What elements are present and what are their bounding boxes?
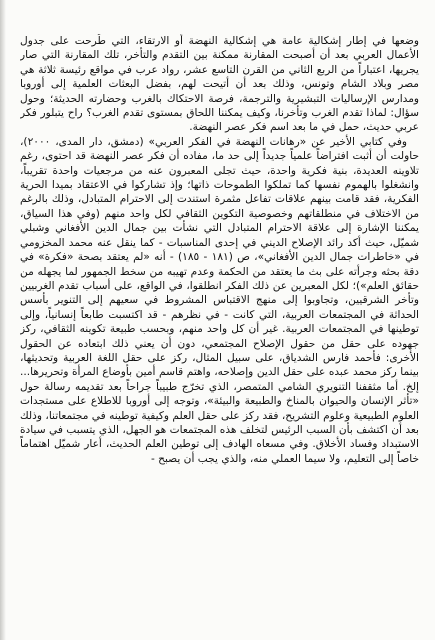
paragraph-renaissance-book: وفي كتابي الأخير عن «رهانات النهضة في الفكر العربي» (دمشق، دار المدى، ٢٠٠٠)، حاولت أن أثبت افتراضاً علمياً جديداً إلى حد ما، مفاده أن فكر عصر النهضة قد احتوى، رغم تلاوينه العديدة، بنية فكرية واحدة، حيث تجلى المعبرون عنه من مرجعيات واحدة تقريباً، وانشغلوا بالهموم نفسها كما تملكوا الطموحات ذاتها؛ وإذ تشاركوا في الاعتقاد بميدا الحرية الفكرية، فقد قامت بينهم علاقات تفاعل مثمرة استندت إلى الاحترام المتبادل، وذلك بالرغم من الاختلاف في منطلقاتهم وخصوصية التكوين الثقافي لكل واحد منهم (وفي هذا السياق، يمكننا الإشارة إلى علاقة الاحترام المتبادل التي نشأت بين جمال الدين الأفغاني وشبلي شميّل، حيث أكد رائد الإصلاح الديني في إحدى المناسبات - كما ينقل عنه محمد المخزومي في «خاطرات جمال الدين الأفغاني»، ص (١٨١ - ١٨٥) - أنه «لم يعتقد بصحة «فكرة» في دقة بحثه وجرأته على بث ما يعتقد من الحكمة وعدم تهيبه من سخط الجمهور لما يجهله من حقائق العلم»)؛ لكل المعبرين عن ذلك الفكر انطلقوا، في الواقع، على أسباب تقدم الغربيين وتأخر الشرقيين، وتجاوبوا إلى منهج الاقتباس المشروط في سعيهم إلى التنوير بأسس الحداثة في المجتمعات العربية، التي كانت - في نظرهم - قد اكتسبت طابعاً إنسانياً، وإلى توطينها في المجتمعات العربية. غير أن كل واحد منهم، وبحسب طبيعة تكوينه الثقافي، ركز جهوده على حقل من حقول الإصلاح المجتمعي، دون أن يعني ذلك ابتعاده عن الحقول الأخرى: فأحمد فارس الشدياق، على سبيل المثال، ركز على حقل اللغة العربية وتحديثها، بينما ركز محمد عبده على حقل الدين وإصلاحه، واهتم قاسم أمين بأوضاع المرأة وتحريرها... إلخ. أما مثقفنا التنويري الشامي المتمصر، الذي تخرّج طبيباً جراحاً بعد تقديمه رسالة حول «تأثر الإنسان والحيوان بالمناخ والطبيعة والبيئة»، وتوجه إلى أوروبا للاطلاع على مستجدات العلوم الطبيعية وعلوم التشريح، فقد ركز على حقل العلم وكيفية توطينه في مجتمعاتنا، وذلك بعد أن اكتشف بأن السبب الرئيس لتخلف هذه المجتمعات هو الجهل، الذي يتسبب في سيادة الاستبداد وفساد الأخلاق. وفي مسعاه الهادف إلى توطين العلم الحديث، أعار شميّل اهتماماً خاصاً إلى التعليم، ولا سيما العملي منه، والذي يجب أن يصبح - xyxy=(20,135,419,465)
body-text xyxy=(20,34,419,622)
paragraph-continuation: وضعها في إطار إشكالية عامة هي إشكالية النهضة أو الارتقاء، التي طُرحت على جدول الأعمال العربي بعد أن أصبحت المقارنة ممكنة بين التقدم والتأخر، تلك المقارنة التي صار يجريها، اعتباراً من الربع الثاني من القرن التاسع عشر، رواد عرب في مواقع رئيسة ثلاثة هي مصر وبلاد الشام وتونس، وذلك بعد أن أتيحت لهم، بفضل البعثات العلمية إلى أوروبا ومدارس الإرساليات التبشيرية والترجمة، فرصة الاحتكاك بالغرب وحضارته الحديثة؛ وحول سؤال: لماذا تقدم الغرب وتأخرنا، وكيف يمكننا اللحاق بمستوى تقدم الغرب؟ راح يتبلور فكر عربي حديث، حمل في ما بعد اسم فكر عصر النهضة. xyxy=(20,35,419,134)
page-binding-shadow xyxy=(0,0,6,640)
